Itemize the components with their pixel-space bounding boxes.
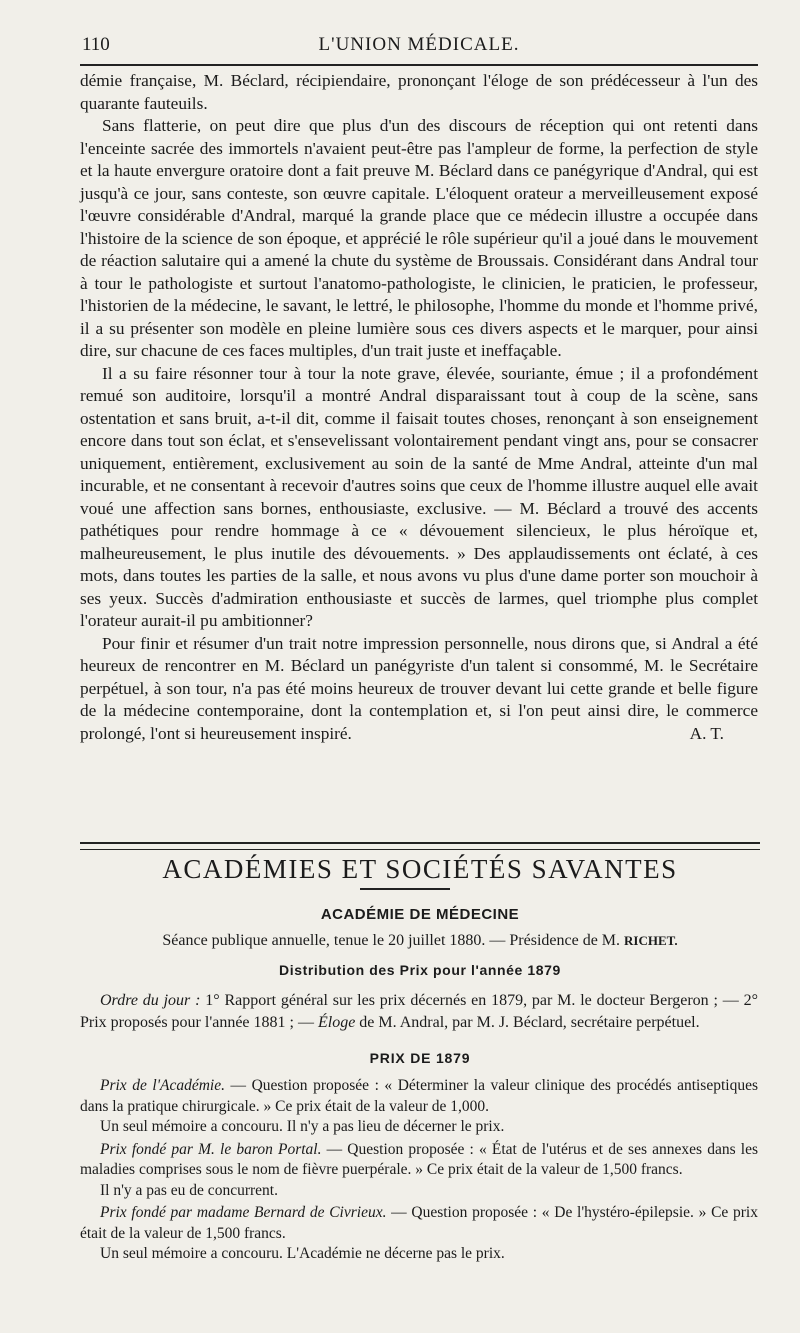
paragraph: démie française, M. Béclard, récipiendaire, prononçant l'éloge de son prédécesseur à l'un des quarante fauteuils. bbox=[80, 71, 758, 113]
prize-name: Prix fondé par M. le baron Portal. bbox=[100, 1140, 322, 1158]
prize-entry bbox=[80, 1203, 758, 1244]
prize-text: — Question proposée : « Déterminer la valeur clinique des procédés antiseptiques dans la pratique chirurgicale. » Ce prix était de la valeur de 1,000. bbox=[80, 1077, 758, 1115]
title-underline bbox=[360, 888, 450, 890]
session-line bbox=[80, 932, 760, 950]
paragraph: Il a su faire résonner tour à tour la note grave, élevée, souriante, émue ; il a profondément remué son auditoire, lorsqu'il a montré Andral disparaissant tout à coup de la scène, sans ostentation et sans bruit, a-t-il dit, comme il faisait toutes choses, renonçant à son enseignement encore dans tout son éclat, et s'ensevelissant volontairement pendant vingt ans, pour se consacrer uniquement, entièrement, exclusivement au soin de la santé de Mme Andral, atteinte d'un mal incurable, et ne consentant à recevoir d'autres soins que ceux de l'homme illustre auquel elle avait voué une affection sans bornes, enthousiaste, exclusive. — M. Béclard a trouvé des accents pathétiques pour rendre hommage à ce « dévouement silencieux, le plus héroïque et, malheureusement, le plus inutile des dévouements. » Des applaudissements ont éclaté, à ces mots, dans toutes les parties de la salle, et nous avons vu plus d'une dame porter son mouchoir à ses yeux. Succès d'admiration enthousiaste et succès de larmes, quel triomphe plus complet l'orateur aurait-il pu ambitionner? bbox=[80, 363, 758, 630]
prize-note: Il n'y a pas eu de concurrent. bbox=[100, 1181, 278, 1199]
agenda-end: de M. Andral, par M. J. Béclard, secrétaire perpétuel. bbox=[355, 1013, 700, 1031]
prize-entry bbox=[80, 1076, 758, 1117]
prize-text: — Question proposée : « De l'hystéro-épilepsie. » Ce prix était de la valeur de 1,500 francs. bbox=[80, 1204, 758, 1242]
session-president: RICHET. bbox=[624, 933, 678, 948]
subsection-title: ACADÉMIE DE MÉDECINE bbox=[320, 906, 520, 923]
agenda-text: 1° Rapport général sur les prix décernés en 1879, par M. le docteur Bergeron ; — 2° Prix proposés pour l'année 1881 ; — bbox=[80, 992, 759, 1031]
prize-note: Un seul mémoire a concouru. L'Académie ne décerne pas le prix. bbox=[100, 1245, 505, 1262]
session-text: Séance publique annuelle, tenue le 20 juillet 1880. — Présidence de M. bbox=[162, 932, 625, 949]
prize-list bbox=[80, 1076, 758, 1265]
distribution-heading: Distribution des Prix pour l'année 1879 bbox=[279, 962, 561, 978]
paragraph-text: Pour finir et résumer d'un trait notre impression personnelle, nous dirons que, si Andral a été heureux de rencontrer en M. Béclard un panégyriste d'un talent si consommé, M. le Secrétaire perpétuel, à son tour, n'a pas été moins heureux de trouver devant lui cette grande et belle figure de la médecine contemporaine, dont la contemplation et, si l'on peut ainsi dire, le commerce prolongé, l'ont si heureusement inspiré. bbox=[80, 633, 758, 743]
running-head: L'UNION MÉDICALE. bbox=[318, 34, 520, 55]
page-number: 110 bbox=[82, 34, 110, 55]
section-rule bbox=[80, 842, 760, 850]
prize-note: Un seul mémoire a concouru. Il n'y a pas lieu de décerner le prix. bbox=[100, 1118, 505, 1135]
signature: A. T. bbox=[689, 723, 724, 743]
prize-text: — Question proposée : « État de l'utérus et de ses annexes dans les maladies comprises sous le nom de fièvre puerpérale. » Ce prix était de la valeur de 1,500 francs. bbox=[80, 1140, 758, 1178]
agenda bbox=[80, 990, 758, 1033]
article-body bbox=[80, 70, 758, 745]
paragraph: Sans flatterie, on peut dire que plus d'un des discours de réception qui ont retenti dans l'enceinte sacrée des immortels n'avaient peut-être pas l'ampleur de forme, la perfection de style et la haute envergure oratoire dont a fait preuve M. Béclard dans ce panégyrique d'Andral, qui est jusqu'à ce jour, sans conteste, son œuvre capitale. L'éloquent orateur a merveilleusement exposé l'œuvre considérable d'Andral, marqué la grande place que ce médecin illustre a occupée dans l'histoire de la science de son époque, et apprécié le rôle supérieur qu'il a joué dans le mouvement de réaction salutaire qui a amené la chute du système de Broussais. Considérant dans Andral tour à tour le pathologiste et surtout l'anatomo-pathologiste, le clinicien, le praticien, le professeur, l'historien de la médecine, le savant, le lettré, le philosophe, l'homme du monde et l'homme privé, il a su présenter son modèle en pleine lumière sous ces divers aspects et le marquer, pour ainsi dire, sur chacune de ces faces multiples, d'un trait juste et ineffaçable. bbox=[80, 116, 758, 360]
paragraph bbox=[80, 633, 758, 746]
page-header bbox=[80, 28, 758, 66]
prize-name: Prix de l'Académie. bbox=[100, 1077, 225, 1094]
agenda-eloge: Éloge bbox=[317, 1013, 356, 1031]
section-title: ACADÉMIES ET SOCIÉTÉS SAVANTES bbox=[162, 854, 678, 884]
prize-name: Prix fondé par madame Bernard de Civrieux. bbox=[100, 1204, 387, 1221]
prize-entry bbox=[80, 1140, 758, 1181]
prizes-heading: PRIX DE 1879 bbox=[369, 1050, 471, 1066]
agenda-label: Ordre du jour : bbox=[100, 992, 201, 1009]
